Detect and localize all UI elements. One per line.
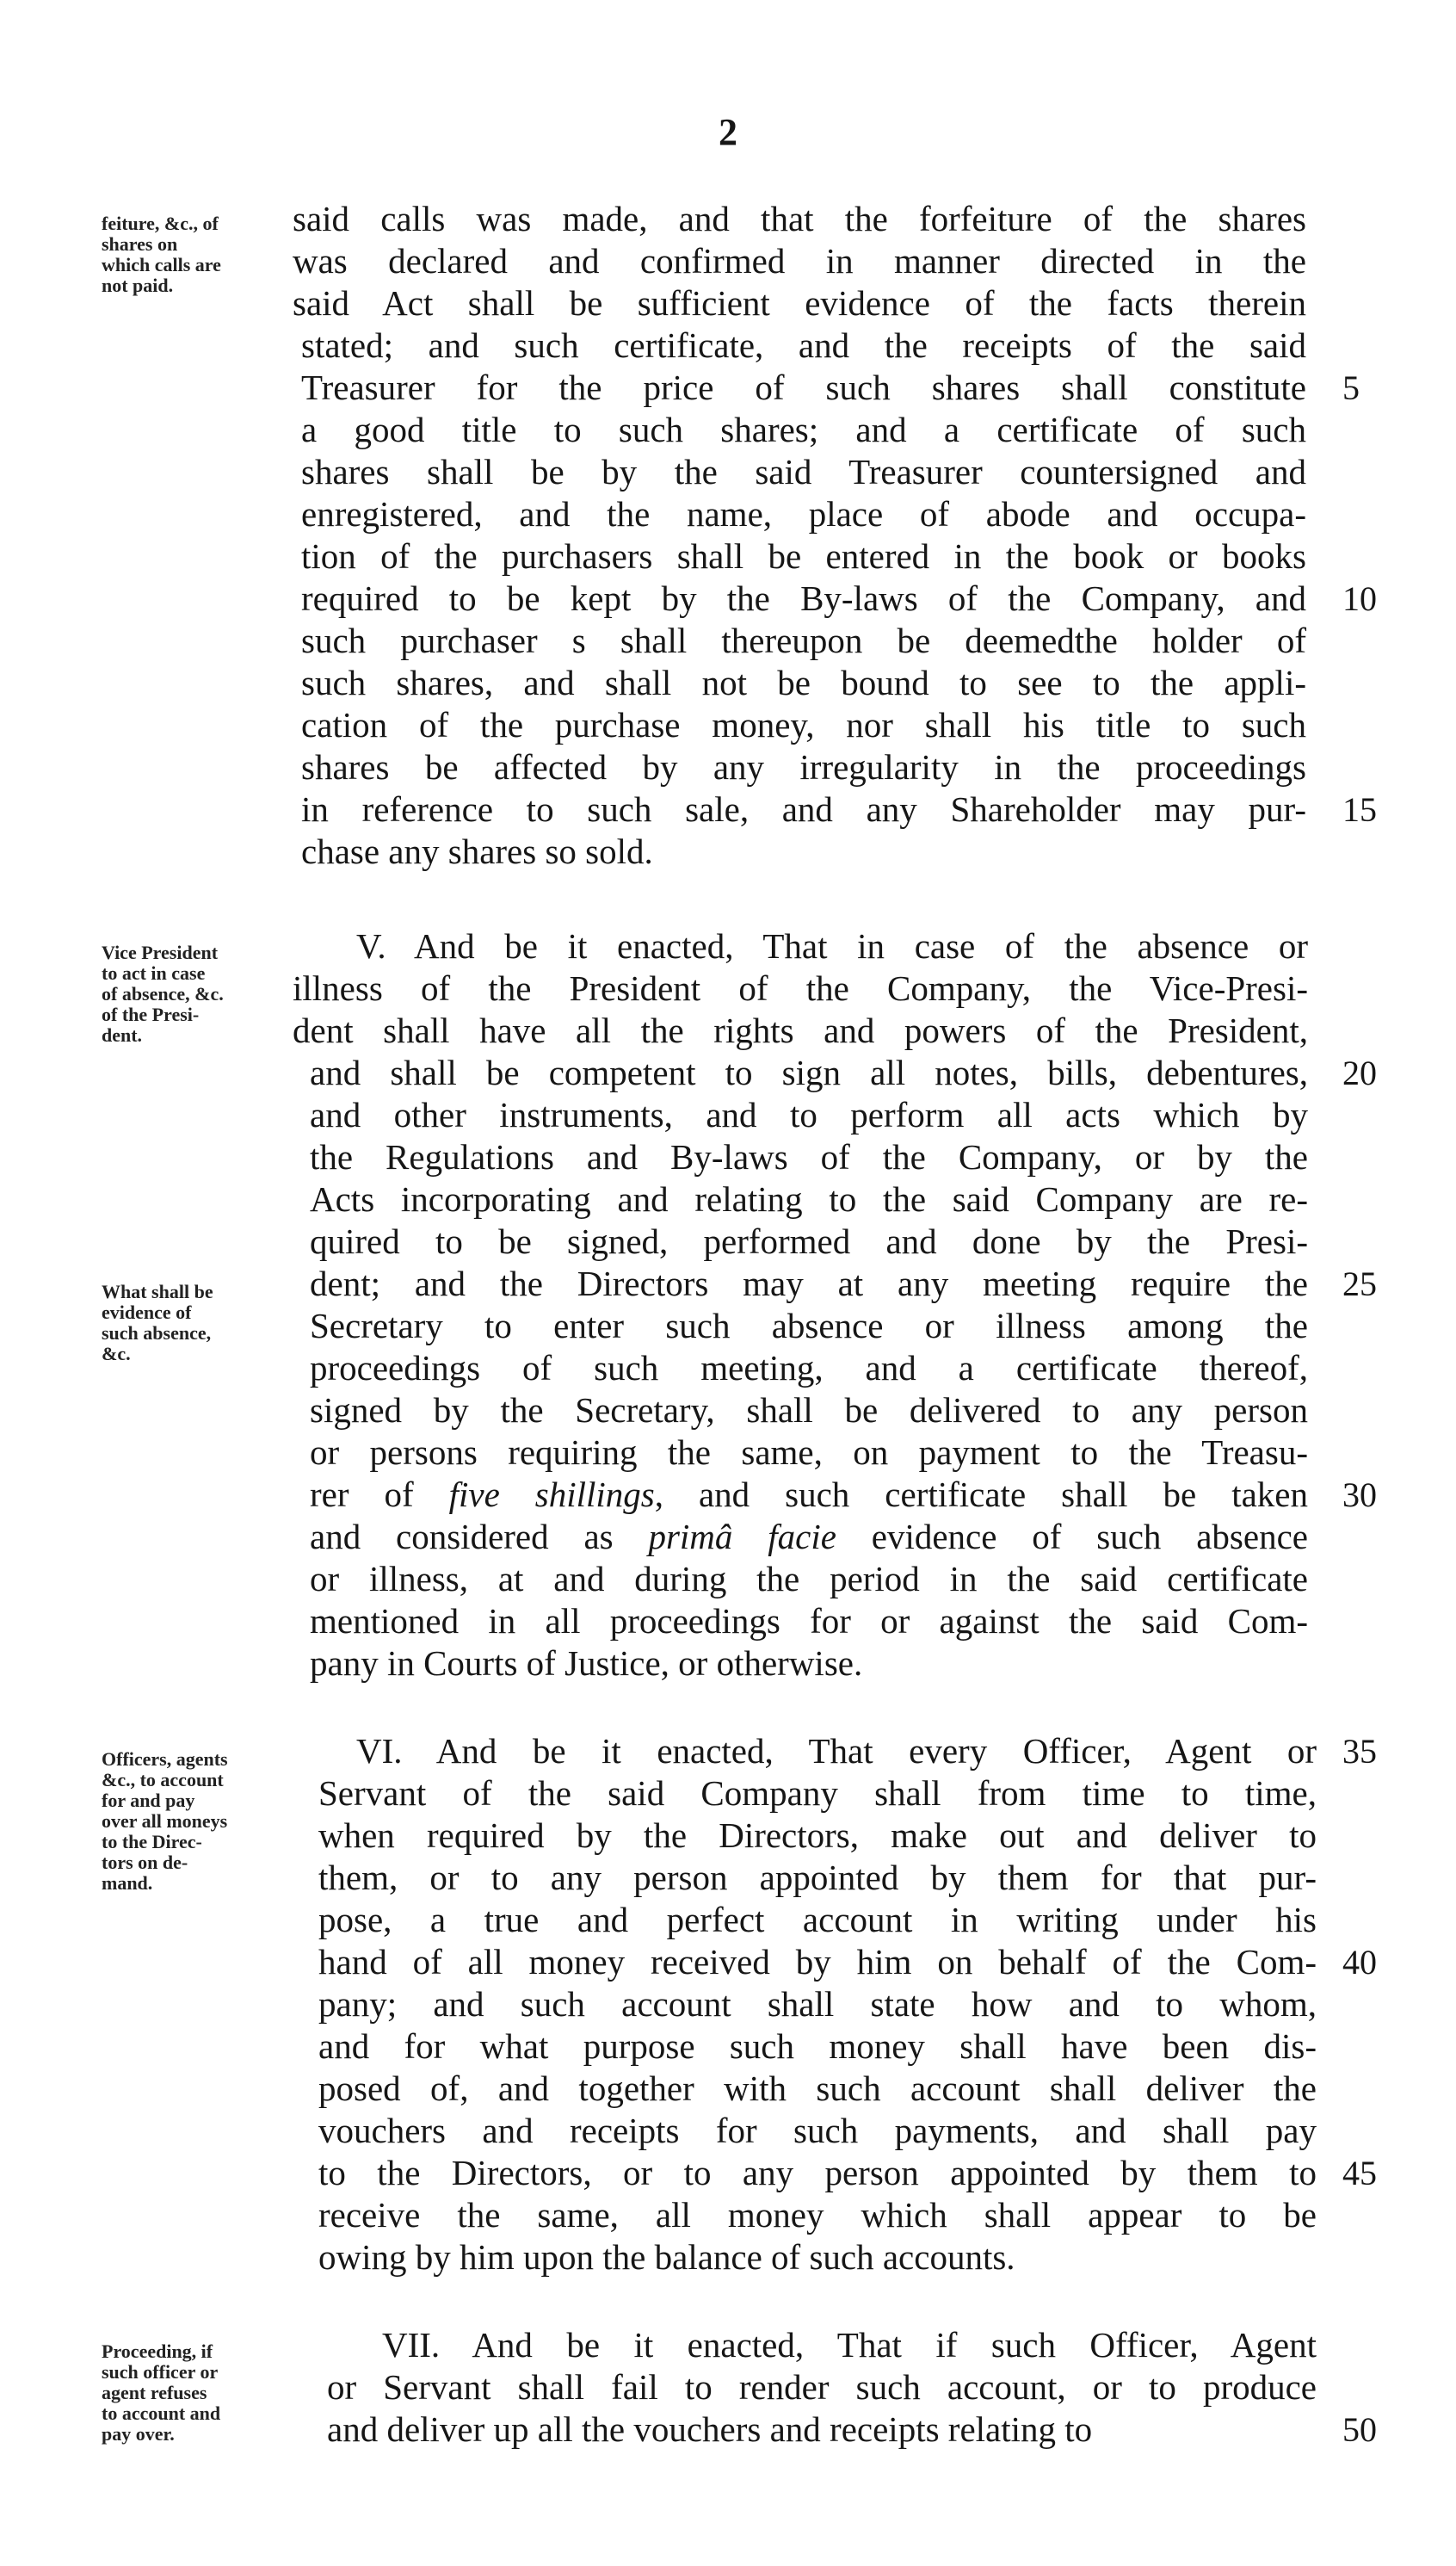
text-line: required to be kept by the By-laws of the Company, and	[301, 578, 1306, 618]
text-line: was declared and confirmed in manner directed in the	[293, 241, 1306, 281]
margin-note-line: of absence, &c.	[102, 983, 224, 1005]
text-line: said Act shall be sufficient evidence of the facts therein	[293, 283, 1306, 323]
text-line: pany; and such account shall state how and to whom,	[318, 1984, 1317, 2024]
line-number: 35	[1342, 1732, 1377, 1771]
text-line: dent; and the Directors may at any meeting require the	[310, 1264, 1308, 1303]
text-line: or Servant shall fail to render such account, or to produce	[327, 2367, 1317, 2407]
line-number: 25	[1342, 1264, 1377, 1303]
text-line: or persons requiring the same, on payment to the Treasu-	[310, 1432, 1308, 1472]
margin-note-line: What shall be	[102, 1281, 213, 1302]
margin-note-line: dent.	[102, 1024, 143, 1046]
margin-note-line: shares on	[102, 233, 178, 255]
margin-note-line: mand.	[102, 1872, 153, 1894]
text-line: dent shall have all the rights and powers of the President,	[293, 1011, 1308, 1050]
text-line: V. And be it enacted, That in case of the absence or	[356, 926, 1308, 966]
margin-note-line: for and pay	[102, 1790, 195, 1811]
text-line: stated; and such certificate, and the receipts of the said	[301, 325, 1306, 365]
line-number: 20	[1342, 1054, 1377, 1092]
line-number: 15	[1342, 790, 1377, 829]
text-line: signed by the Secretary, shall be delivered to any person	[310, 1390, 1308, 1430]
text-line: in reference to such sale, and any Shareholder may pur-	[301, 789, 1306, 829]
margin-note-line: evidence of	[102, 1302, 192, 1323]
text-line: mentioned in all proceedings for or against the said Com-	[310, 1601, 1308, 1641]
text-line: them, or to any person appointed by them for that pur-	[318, 1858, 1317, 1897]
line-number: 5	[1342, 368, 1360, 407]
margin-note-line: to act in case	[102, 962, 206, 984]
text-line: tion of the purchasers shall be entered in the book or books	[301, 536, 1306, 576]
text-line: Servant of the said Company shall from time to time,	[318, 1773, 1317, 1813]
margin-note	[102, 943, 308, 1046]
text-line: chase any shares so sold.	[301, 832, 653, 871]
line-number: 50	[1342, 2410, 1377, 2449]
text-line: owing by him upon the balance of such accounts.	[318, 2237, 1015, 2277]
margin-note-line: which calls are	[102, 254, 221, 275]
text-line: rer of five shillings, and such certificate shall be taken	[310, 1475, 1308, 1514]
text-line: a good title to such shares; and a certificate of such	[301, 410, 1306, 449]
text-line: Secretary to enter such absence or illness among the	[310, 1306, 1308, 1345]
text-line: when required by the Directors, make out and deliver to	[318, 1815, 1317, 1855]
text-line: and considered as primâ facie evidence of such absence	[310, 1517, 1308, 1556]
margin-note-line: feiture, &c., of	[102, 213, 219, 234]
line-number: 40	[1342, 1943, 1377, 1982]
margin-note-line: &c., to account	[102, 1769, 224, 1790]
margin-note-line: &c.	[102, 1343, 131, 1364]
margin-note	[102, 213, 308, 296]
margin-note-line: Officers, agents	[102, 1748, 228, 1770]
text-line: hand of all money received by him on behalf of the Com-	[318, 1942, 1317, 1982]
margin-note-line: Proceeding, if	[102, 2340, 213, 2362]
line-number: 30	[1342, 1475, 1377, 1514]
margin-note-line: pay over.	[102, 2423, 175, 2445]
margin-note	[102, 2341, 308, 2445]
text-line: shares be affected by any irregularity in the proceedings	[301, 747, 1306, 787]
text-line: shares shall be by the said Treasurer countersigned and	[301, 452, 1306, 492]
text-line: or illness, at and during the period in the said certificate	[310, 1559, 1308, 1598]
text-line: and deliver up all the vouchers and receipts relating to	[327, 2409, 1093, 2449]
text-line: receive the same, all money which shall appear to be	[318, 2195, 1317, 2235]
margin-note-line: to the Direc-	[102, 1831, 202, 1852]
text-line: Acts incorporating and relating to the said Company are re-	[310, 1179, 1308, 1219]
text-line: VI. And be it enacted, That every Officer, Agent or	[356, 1731, 1317, 1771]
margin-note-line: of the Presi-	[102, 1004, 200, 1025]
text-line: and other instruments, and to perform all acts which by	[310, 1095, 1308, 1135]
text-line: said calls was made, and that the forfeiture of the shares	[293, 199, 1306, 238]
margin-note-secondary	[102, 1282, 308, 1364]
margin-note-line: agent refuses	[102, 2382, 207, 2403]
line-number: 10	[1342, 579, 1377, 618]
text-line: vouchers and receipts for such payments, and shall pay	[318, 2111, 1317, 2150]
margin-note-line: to account and	[102, 2402, 221, 2424]
text-line: posed of, and together with such account shall deliver the	[318, 2068, 1317, 2108]
margin-note-line: over all moneys	[102, 1810, 228, 1832]
margin-note-line: Vice President	[102, 942, 219, 963]
text-line: the Regulations and By-laws of the Company, or by the	[310, 1137, 1308, 1177]
margin-note	[102, 1749, 308, 1894]
text-line: pany in Courts of Justice, or otherwise.	[310, 1643, 863, 1683]
text-line: and shall be competent to sign all notes, bills, debentures,	[310, 1053, 1308, 1092]
margin-note-line: tors on de-	[102, 1852, 188, 1873]
text-line: such shares, and shall not be bound to see to the appli-	[301, 663, 1306, 702]
text-line: proceedings of such meeting, and a certificate thereof,	[310, 1348, 1308, 1388]
text-line: quired to be signed, performed and done by the Presi-	[310, 1221, 1308, 1261]
margin-note-line: not paid.	[102, 275, 174, 296]
text-line: such purchaser s shall thereupon be deemedthe holder of	[301, 621, 1306, 660]
text-line: illness of the President of the Company, the Vice-Presi-	[293, 968, 1308, 1008]
text-line: Treasurer for the price of such shares shall constitute	[301, 368, 1306, 407]
page-number: 2	[719, 111, 737, 153]
margin-note-line: such officer or	[102, 2361, 219, 2383]
text-line: VII. And be it enacted, That if such Officer, Agent	[382, 2325, 1317, 2365]
line-number: 45	[1342, 2154, 1377, 2192]
text-line: cation of the purchase money, nor shall his title to such	[301, 705, 1306, 745]
text-line: pose, a true and perfect account in writing under his	[318, 1900, 1317, 1939]
text-line: enregistered, and the name, place of abode and occupa-	[301, 494, 1306, 534]
margin-note-line: such absence,	[102, 1322, 212, 1344]
text-line: to the Directors, or to any person appointed by them to	[318, 2153, 1317, 2192]
text-line: and for what purpose such money shall have been dis-	[318, 2026, 1317, 2066]
